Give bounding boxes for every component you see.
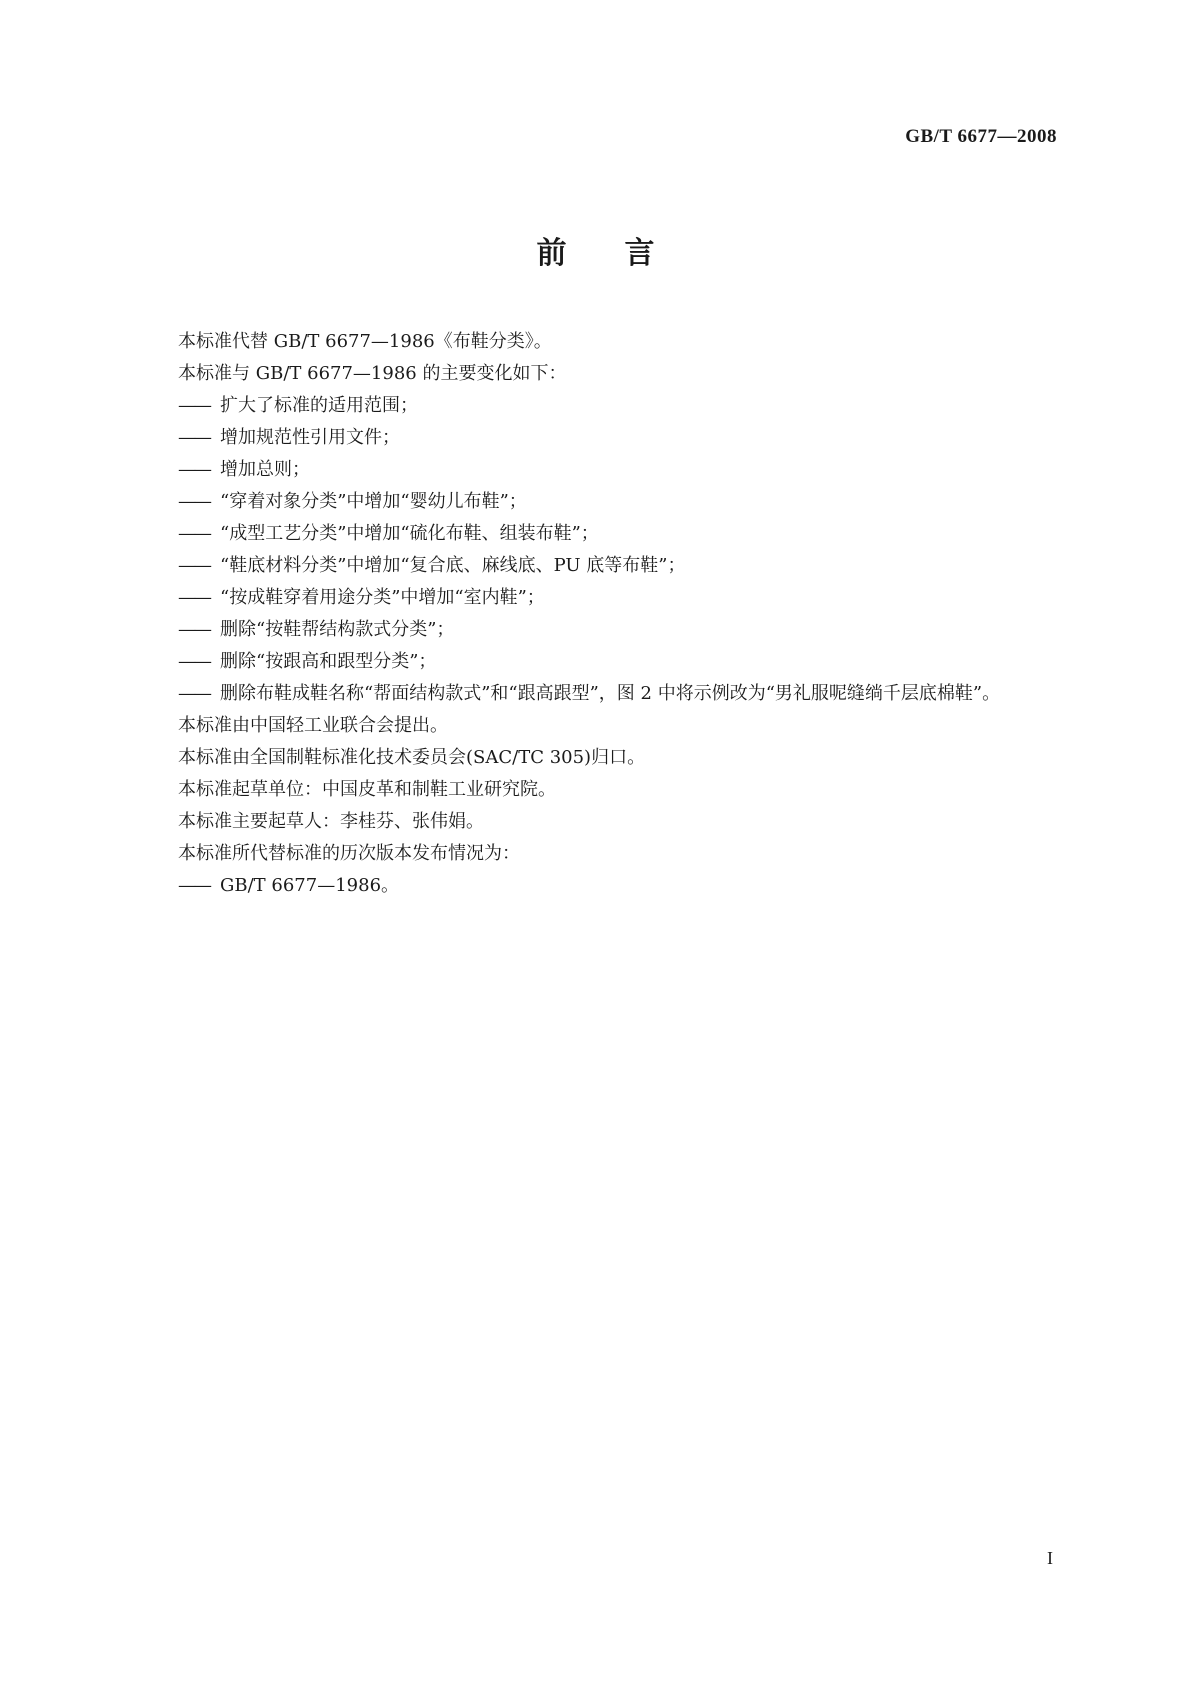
list-item: —— 增加规范性引用文件； bbox=[178, 422, 1058, 454]
list-item: —— 增加总则； bbox=[178, 454, 1058, 486]
changes-intro: 本标准与 GB/T 6677—1986 的主要变化如下： bbox=[178, 363, 567, 384]
dash-marker: —— bbox=[178, 395, 210, 416]
drafters-statement: 本标准主要起草人：李桂芬、张伟娟。 bbox=[178, 811, 484, 832]
dash-marker: —— bbox=[178, 683, 210, 704]
preface-content bbox=[178, 326, 1058, 902]
list-item: —— “穿着对象分类”中增加“婴幼儿布鞋”； bbox=[178, 486, 1058, 518]
dash-marker: —— bbox=[178, 651, 210, 672]
list-item: —— “鞋底材料分类”中增加“复合底、麻线底、PU 底等布鞋”； bbox=[178, 550, 1058, 582]
list-item: —— 删除“按跟高和跟型分类”； bbox=[178, 646, 1058, 678]
history-intro: 本标准所代替标准的历次版本发布情况为： bbox=[178, 843, 520, 864]
history-item: —— GB/T 6677—1986。 bbox=[178, 870, 1058, 902]
standard-code: GB/T 6677—2008 bbox=[905, 126, 1057, 147]
replacement-statement: 本标准代替 GB/T 6677—1986《布鞋分类》。 bbox=[178, 331, 552, 352]
list-item: —— 扩大了标准的适用范围； bbox=[178, 390, 1058, 422]
dash-marker: —— bbox=[178, 619, 210, 640]
dash-marker: —— bbox=[178, 875, 210, 896]
list-item: —— 删除布鞋成鞋名称“帮面结构款式”和“跟高跟型”，图 2 中将示例改为“男礼服呢缝绱千层底棉鞋”。 bbox=[178, 678, 1058, 710]
dash-marker: —— bbox=[178, 587, 210, 608]
dash-marker: —— bbox=[178, 459, 210, 480]
drafting-unit-statement: 本标准起草单位：中国皮革和制鞋工业研究院。 bbox=[178, 779, 556, 800]
list-item: —— “按成鞋穿着用途分类”中增加“室内鞋”； bbox=[178, 582, 1058, 614]
page-number: I bbox=[1047, 1548, 1053, 1568]
list-item: —— 删除“按鞋帮结构款式分类”； bbox=[178, 614, 1058, 646]
dash-marker: —— bbox=[178, 491, 210, 512]
dash-marker: —— bbox=[178, 523, 210, 544]
technical-committee-statement: 本标准由全国制鞋标准化技术委员会(SAC/TC 305)归口。 bbox=[178, 747, 646, 768]
page-title: 前言 bbox=[536, 236, 713, 271]
dash-marker: —— bbox=[178, 427, 210, 448]
proposer-statement: 本标准由中国轻工业联合会提出。 bbox=[178, 715, 448, 736]
dash-marker: —— bbox=[178, 555, 210, 576]
list-item: —— “成型工艺分类”中增加“硫化布鞋、组装布鞋”； bbox=[178, 518, 1058, 550]
